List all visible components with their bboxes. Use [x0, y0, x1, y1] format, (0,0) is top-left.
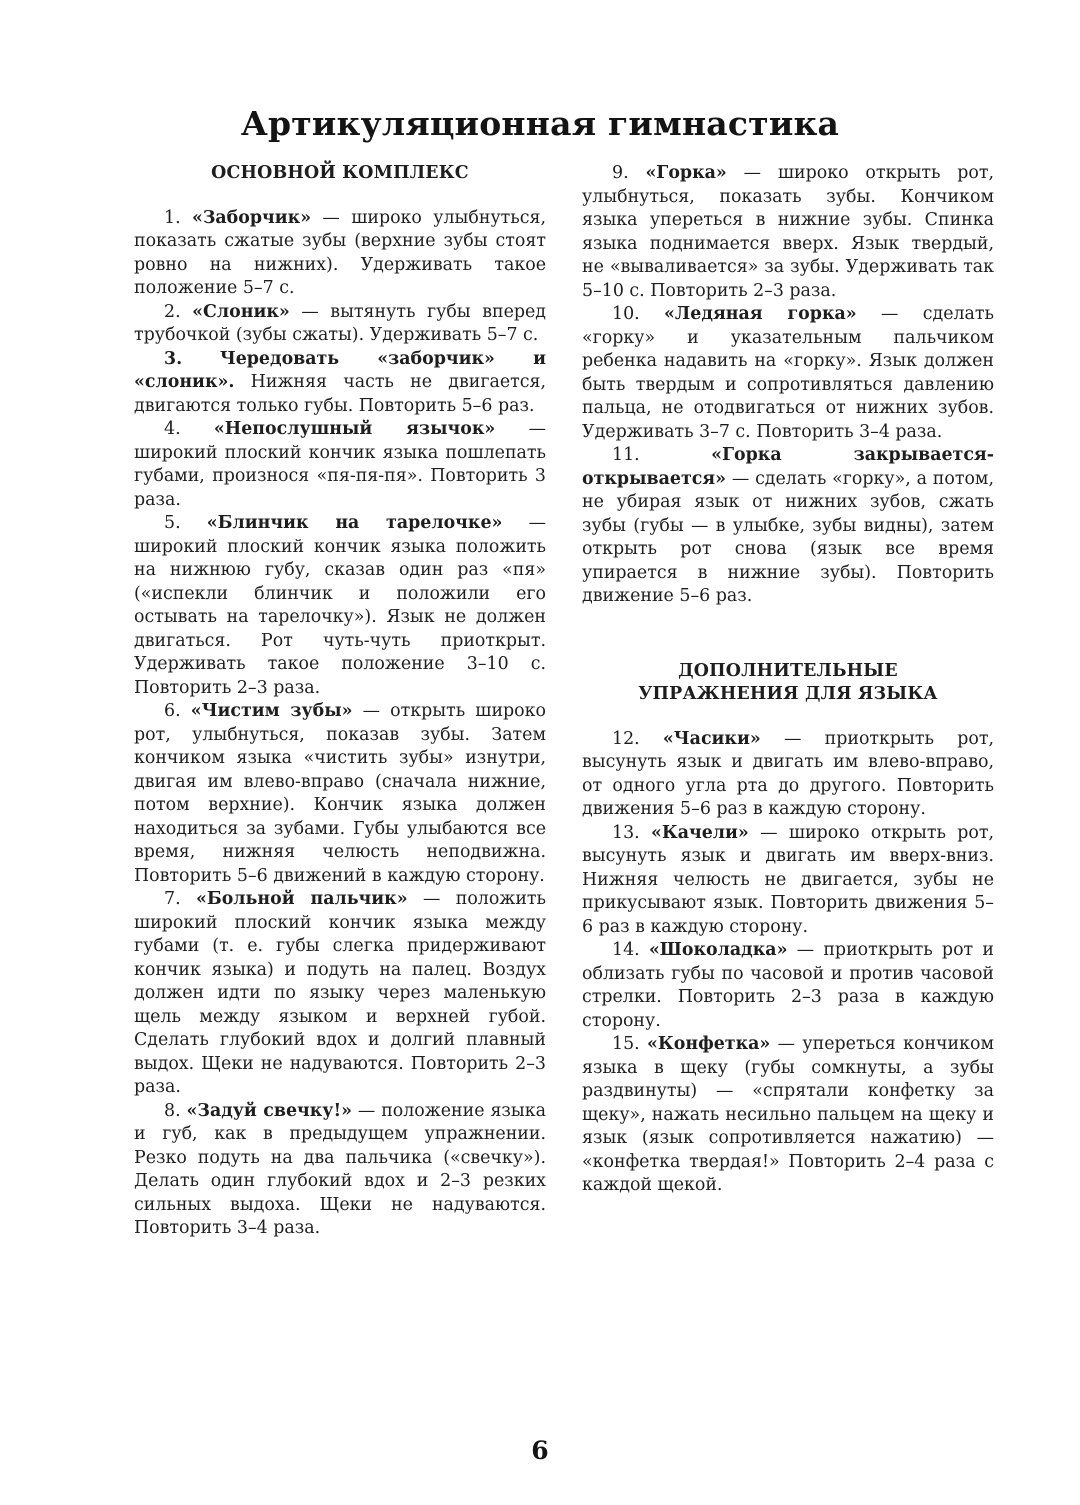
exercise-name: «Ледяная горка» [664, 304, 857, 324]
exercise-number: 6. [164, 701, 181, 721]
section-heading-extra [582, 660, 994, 707]
section-heading-line: ДОПОЛНИТЕЛЬНЫЕ [678, 660, 898, 681]
exercise-description: — открыть широко рот, улыбнуться, показав зубы. Затем кончиком языка «чистить зубы» изнутри, двигая им влево-вправо (сначала нижние, потом верхние). Кончик языка должен находиться за зубами. Губы улыбаются все время, нижняя челюсть неподвижна. Повторить 5–6 движений в каждую сторону. [134, 701, 546, 886]
exercise-number: 11. [612, 445, 640, 465]
section-heading-main: ОСНОВНОЙ КОМПЛЕКС [211, 163, 469, 183]
exercise-number: 1. [164, 207, 181, 228]
exercise-name: «Горка» [645, 163, 727, 183]
section-heading-line: УПРАЖНЕНИЯ ДЛЯ ЯЗЫКА [638, 684, 938, 704]
exercise-description: — широкий плоский кончик языка пошлепать губами, произнося «пя-пя-пя». Повторить 3 раза. [134, 419, 547, 510]
exercise-name: «Слоник» [192, 301, 290, 322]
exercise-description: — сделать «горку», а потом, не убирая язык от нижних зубов, сжать зубы (губы — в улыбке, зубы видны), затем открыть рот снова (язык все время упирается в нижние зубы). Повторить движение 5–6 раз. [582, 468, 994, 606]
exercise-name: «Качели» [651, 822, 749, 843]
exercise-description: — широко улыбнуться, показать сжатые зубы (верхние зубы стоят ровно на нижних). Удерживать такое положение 5–7 с. [134, 207, 546, 298]
exercise-number: 12. [612, 728, 640, 749]
exercise-name: «Блинчик на тарелочке» [206, 513, 503, 533]
exercise-description: — вытянуть губы вперед трубочкой (зубы сжаты). Удерживать 5–7 с. [134, 301, 546, 345]
exercise-description: — сделать «горку» и указательным пальчиком ребенка надавить на «горку». Язык должен быть твердым и сопротивляться давлению пальца, не отодвигаться от нижних зубов. Удерживать 3–7 с. Повторить 3–4 раза. [582, 304, 995, 442]
exercise-description: — приоткрыть рот, высунуть язык и двигать им влево-вправо, от одного угла рта до другого. Повторить движения 5–6 раз в каждую сторону. [582, 728, 994, 819]
exercise-item [134, 1100, 546, 1241]
exercise-item [134, 700, 546, 888]
exercise-name: Чередовать «заборчик» и «слоник». [134, 348, 546, 392]
exercise-name: «Больной пальчик» [195, 889, 408, 909]
exercise-item [582, 939, 994, 1033]
exercise-item [134, 888, 546, 1100]
exercise-item [134, 301, 546, 348]
exercise-item [582, 822, 994, 940]
page-title: Артикуляционная гимнастика [240, 104, 840, 144]
exercise-item [582, 162, 994, 303]
left-column [134, 162, 546, 1241]
exercise-number: 4. [164, 419, 181, 439]
exercise-number: 8. [164, 1100, 181, 1121]
exercise-name: «Непослушный язычок» [213, 419, 496, 439]
exercise-number: 14. [612, 940, 640, 960]
exercise-description: — положение языка и губ, как в предыдущем упражнении. Резко подуть на два пальчика («свечку»). Делать один глубокий вдох и 2–3 резких сильных выдоха. Щеки не надуваются. Повторить 3–4 раза. [134, 1100, 546, 1238]
exercise-item [582, 303, 994, 444]
exercise-name: «Заборчик» [191, 207, 312, 228]
exercise-number: 15. [612, 1034, 640, 1054]
exercise-number: 2. [164, 301, 181, 322]
exercise-description: — широко открыть рот, улыбнуться, показать зубы. Кончиком языка упереться в нижние зубы. Спинка языка поднимается вверх. Язык твердый, не «вываливается» за зубы. Удерживать так 5–10 с. Повторить 2–3 раза. [582, 163, 994, 301]
exercise-name: «Часики» [662, 728, 761, 749]
exercise-number: 9. [612, 163, 629, 183]
exercise-item [582, 1033, 994, 1198]
exercise-number: 5. [164, 513, 181, 533]
exercise-description: Нижняя часть не двигается, двигаются только губы. Повторить 5–6 раз. [134, 372, 546, 416]
exercise-description: — широко открыть рот, высунуть язык и двигать им вверх-вниз. Нижняя челюсть не двигается, зубы не прикусывают язык. Повторить движения 5–6 раз в каждую сторону. [582, 822, 994, 937]
exercise-number: 3. [164, 348, 183, 369]
exercise-item [134, 418, 546, 512]
exercise-description: — положить широкий плоский кончик языка между губами (т. е. губы слегка придерживают кончик языка) и подуть на палец. Воздух должен идти по языку через маленькую щель между языком и верхней губой. Сделать глубокий вдох и долгий плавный выдох. Щеки не надуваются. Повторить 2–3 раза. [134, 889, 546, 1097]
exercise-description: — широкий плоский кончик языка положить на нижнюю губу, сказав один раз «пя» («испекли блинчик и положили его остывать на тарелочку»). Язык не должен двигаться. Рот чуть-чуть приоткрыт. Удерживать такое положение 3–10 с. Повторить 2–3 раза. [134, 513, 546, 698]
exercise-name: «Чистим зубы» [190, 701, 353, 721]
exercise-name: «Шоколадка» [648, 940, 788, 960]
exercise-number: 7. [164, 889, 181, 909]
exercise-description: — приоткрыть рот и облизать губы по часовой и против часовой стрелки. Повторить 2–3 раза в каждую сторону. [582, 940, 995, 1031]
exercise-item [134, 512, 546, 700]
exercise-item [582, 444, 994, 609]
exercise-item [134, 207, 546, 301]
exercise-number: 10. [612, 304, 640, 324]
exercise-description: — упереться кончиком языка в щеку (губы сомкнуты, а зубы раздвинуты) — «спрятали конфетку за щеку», нажать несильно пальцем на щеку и язык (язык сопротивляется нажатию) — «конфетка твердая!» Повторить 2–4 раза с каждой щекой. [582, 1034, 995, 1195]
exercise-name: «Задуй свечку!» [186, 1100, 352, 1121]
exercise-name: «Конфетка» [647, 1034, 771, 1054]
exercise-number: 13. [612, 822, 640, 843]
right-column [582, 162, 994, 1198]
exercise-item [582, 728, 994, 822]
exercise-item [134, 348, 546, 419]
page-number: 6 [531, 1436, 549, 1465]
exercise-name: «Горка закрывается-открывается» [582, 445, 994, 489]
